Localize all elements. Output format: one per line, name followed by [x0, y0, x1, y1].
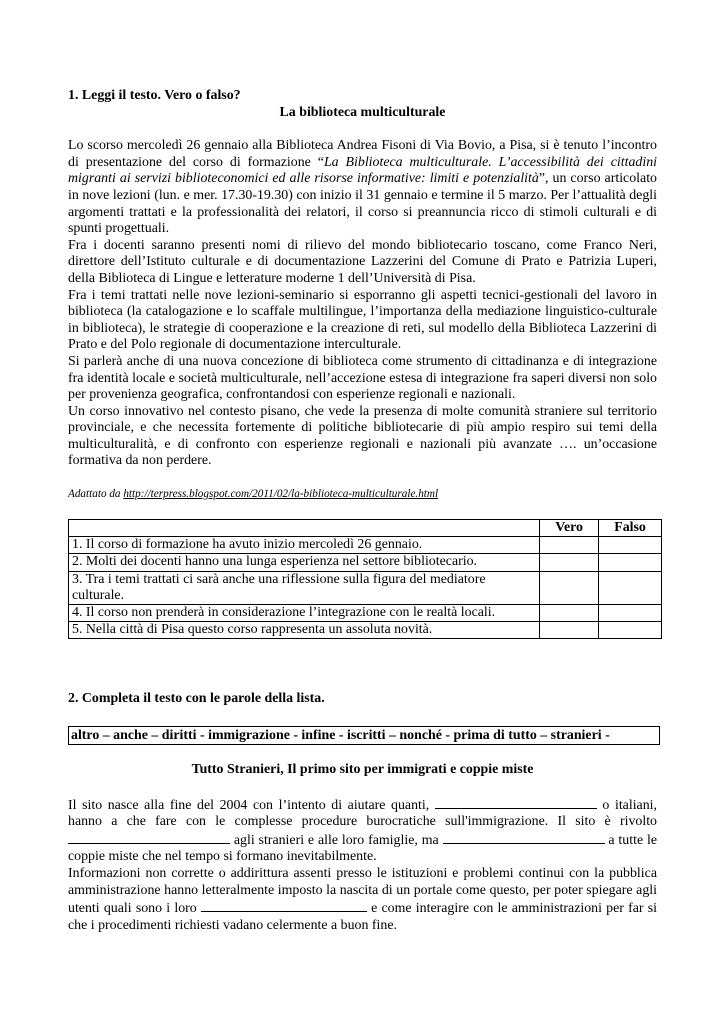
- article-paragraph-5: Un corso innovativo nel contesto pisano, che vede la presenza di molte comunità straniere sul territorio provinciale, e che necessita fortemente di politiche bibliotecarie di più ampio respiro sui temi della multiculturalità, e di confronto con esperienze regionali e nazionali più avanzate …. un’occasione formativa da non perdere.: [68, 403, 657, 469]
- exercise-2-title: Tutto Stranieri, Il primo sito per immigrati e coppie miste: [191, 762, 534, 778]
- false-answer-cell[interactable]: [599, 571, 662, 604]
- statement-cell: 4. Il corso non prenderà in considerazione l’integrazione con le realtà locali.: [69, 605, 540, 622]
- article-paragraph-2: Fra i docenti saranno presenti nomi di rilievo del mondo bibliotecario toscano, come Franco Neri, direttore dell’Istituto culturale e di documentazione Lazzerini del Comune di Prato e Patrizia Luperi, della Biblioteca di Lingue e letterature moderne 1 dell’Università di Pisa.: [68, 237, 657, 286]
- true-column-header: Vero: [540, 520, 599, 537]
- blank-2[interactable]: [68, 831, 230, 844]
- false-answer-cell[interactable]: [599, 622, 662, 639]
- statement-header: [69, 520, 540, 537]
- table-row: [69, 554, 662, 571]
- true-false-table: [68, 519, 662, 639]
- table-row: [69, 622, 662, 639]
- true-answer-cell[interactable]: [540, 571, 599, 604]
- statement-cell: 3. Tra i temi trattati ci sarà anche una riflessione sulla figura del mediatore culturale.: [69, 571, 540, 604]
- true-answer-cell[interactable]: [540, 605, 599, 622]
- exercise-2-heading: 2. Completa il testo con le parole della lista.: [68, 691, 325, 707]
- worksheet-page: [68, 88, 657, 934]
- blank-4[interactable]: [201, 899, 367, 912]
- exercise-1-heading: 1. Leggi il testo. Vero o falso?: [68, 88, 241, 103]
- table-header-row: [69, 520, 662, 537]
- false-column-header: Falso: [599, 520, 662, 537]
- blank-1[interactable]: [435, 796, 597, 809]
- false-answer-cell[interactable]: [599, 554, 662, 571]
- article-paragraph-1: Lo scorso mercoledì 26 gennaio alla Biblioteca Andrea Fisoni di Via Bovio, a Pisa, si è tenuto l’incontro di presentazione del corso di formazione “La Biblioteca multiculturale. L’accessibilità dei cittadini migranti ai servizi biblioteconomici ed alle risorse informative: limiti e potenzialità”, un corso articolato in nove lezioni (lun. e mer. 17.30-19.30) con inizio il 31 gennaio e termine il 5 marzo. Per l’attualità degli argomenti trattati e la professionalità dei relatori, il corso si preannuncia ricco di stimoli culturali e di spunti progettuali.: [68, 138, 657, 237]
- table-row: [69, 571, 662, 604]
- article-paragraph-4: Si parlerà anche di una nuova concezione di biblioteca come strumento di cittadinanza e di integrazione fra identità locale e società multiculturale, nell’accezione estesa di integrazione fra saperi diversi non solo per provenienza geografica, confrontandosi con esperienze regionali e nazionali.: [68, 353, 657, 403]
- true-answer-cell[interactable]: [540, 554, 599, 571]
- true-answer-cell[interactable]: [540, 537, 599, 554]
- article-title: La biblioteca multiculturale: [279, 104, 446, 120]
- false-answer-cell[interactable]: [599, 537, 662, 554]
- source-link[interactable]: http://terpress.blogspot.com/2011/02/la-biblioteca-multiculturale.html: [123, 488, 439, 501]
- article-paragraph-3: Fra i temi trattati nelle nove lezioni-seminario si esporranno gli aspetti tecnici-gestionali del lavoro in biblioteca (la catalogazione e lo scaffale multilingue, l’importanza della mediazione linguistico-culturale in biblioteca), le strategie di cooperazione e la creazione di reti, sul modello della Biblioteca Lazzerini di Prato e del Polo regionale di documentazione interculturale.: [68, 287, 657, 353]
- source-citation: Adattato da http://terpress.blogspot.com/2011/02/la-biblioteca-multiculturale.html: [68, 488, 439, 501]
- true-answer-cell[interactable]: [540, 622, 599, 639]
- table-row: [69, 605, 662, 622]
- blank-3[interactable]: [443, 831, 605, 844]
- statement-cell: 1. Il corso di formazione ha avuto inizio mercoledì 26 gennaio.: [69, 537, 540, 554]
- statement-cell: 2. Molti dei docenti hanno una lunga esperienza nel settore bibliotecario.: [69, 554, 540, 571]
- cloze-paragraph-2: Informazioni non corrette o addirittura assenti presso le istituzioni e problemi continui con la pubblica amministrazione hanno letteralmente imposto la nascita di un portale come questo, per poter spiegare agli utenti quali sono i loro e come interagire con le amministrazioni per far si che i procedimenti richiesti vadano celermente a buon fine.: [68, 866, 658, 933]
- statement-cell: 5. Nella città di Pisa questo corso rappresenta un assoluta novità.: [69, 622, 540, 639]
- cloze-paragraph-1: Il sito nasce alla fine del 2004 con l’intento di aiutare quanti, o italiani, hanno a che fare con le complesse procedure burocratiche sull'immigrazione. Il sito è rivolto agli stranieri e alle loro famiglie, ma a tutte le coppie miste che nel tempo si formano inevitabilmente.: [68, 797, 658, 865]
- false-answer-cell[interactable]: [599, 605, 662, 622]
- word-list-box: altro – anche – diritti - immigrazione - infine - iscritti – nonché - prima di tutto – stranieri -: [68, 726, 660, 745]
- table-row: [69, 537, 662, 554]
